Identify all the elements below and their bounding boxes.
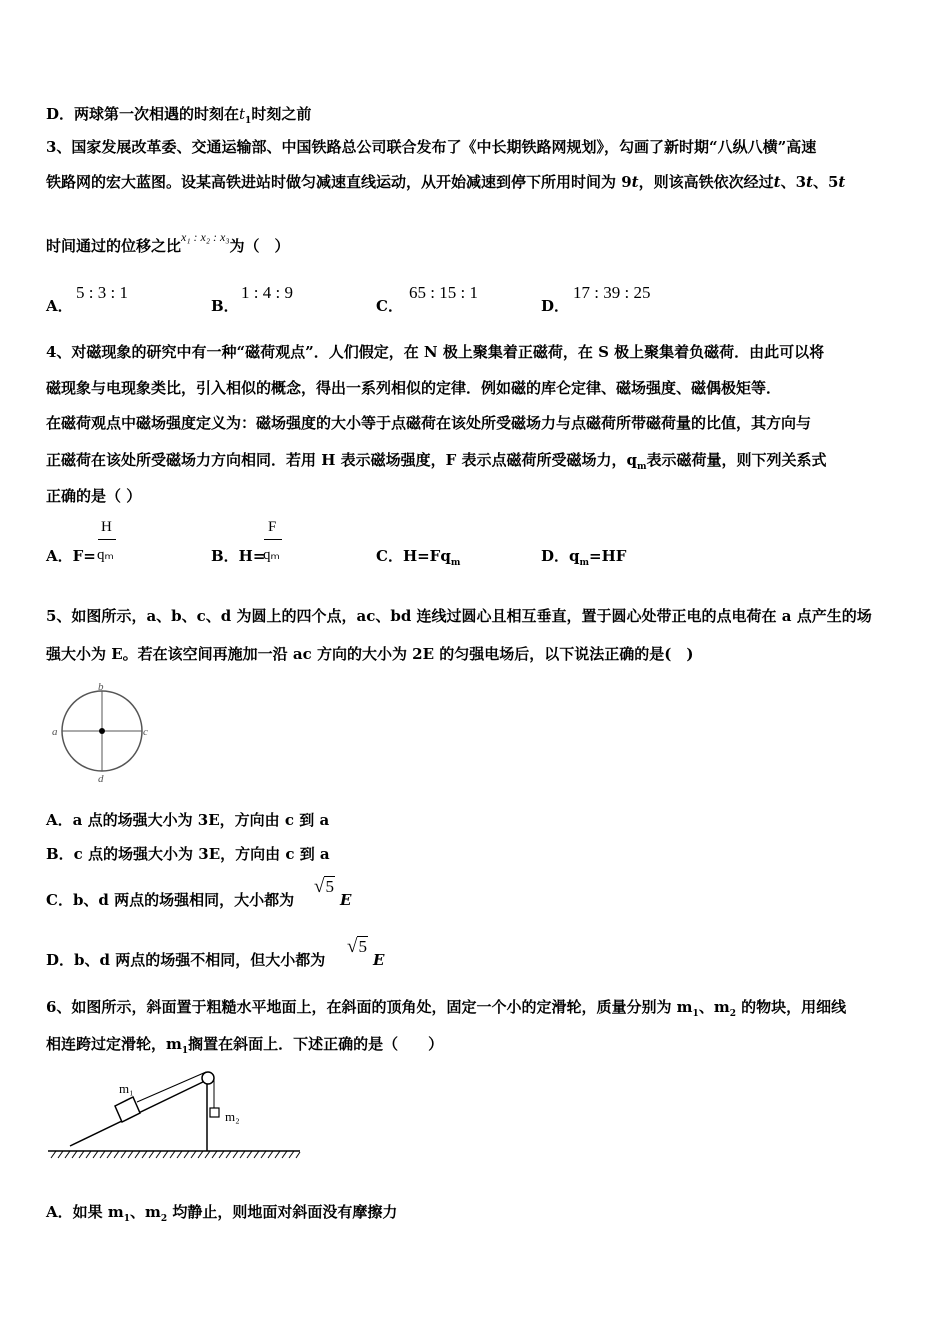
circle-figure xyxy=(48,680,168,785)
q4-line2: 磁现象与电现象类比，引入相似的概念，得出一系列相似的定律．例如磁的库仑定律、磁场强度、磁偶极矩等． xyxy=(46,379,782,397)
pulley xyxy=(202,1072,214,1084)
fraction-bar xyxy=(264,539,282,540)
center-charge xyxy=(99,728,105,734)
label-m1: m₁ xyxy=(119,1081,134,1096)
q4-line4: 正磁荷在该处所受磁场力方向相同．若用 H 表示磁场强度，F 表示点磁荷所受磁场力，$q_m$表示磁荷量，则下列关系式 xyxy=(46,451,827,472)
ground-hatching xyxy=(51,1151,300,1158)
q5-option-b: B．c 点的场强大小为 3E，方向由 c 到 a xyxy=(46,845,330,863)
q3-line3: 时间通过的位移之比$^{x_1 : x_2 : x_3}$为（ ） xyxy=(46,230,290,255)
ratio-expression: x₁ : x₂ : x₃ xyxy=(181,230,230,244)
sqrt-expression: √5 xyxy=(347,936,367,957)
q4-option-a-numerator: H xyxy=(101,519,112,535)
q3-option-b-label: B． xyxy=(211,297,239,315)
q4-option-b-numerator: F xyxy=(268,519,277,535)
label-b: b xyxy=(98,681,104,693)
q4-option-b-denominator: qₘ xyxy=(263,547,280,563)
q4-option-d: D．$q_m=HF$ xyxy=(541,547,627,568)
q5-option-d: D．b、d 两点的场强不相同，但大小都为 xyxy=(46,951,326,969)
q5-option-d-var: E xyxy=(373,951,385,969)
sqrt-expression: √5 xyxy=(314,876,334,897)
block-m1 xyxy=(115,1097,140,1122)
q3-line1: 3、国家发展改革委、交通运输部、中国铁路总公司联合发布了《中长期铁路网规划》，勾画了新时期“八纵八横”高速 xyxy=(46,138,817,156)
q5-line1: 5、如图所示，a、b、c、d 为圆上的四个点，ac、bd 连线过圆心且相互垂直，置于圆心处带正电的点电荷在 a 点产生的场 xyxy=(46,607,872,625)
label-c: c xyxy=(143,726,148,738)
q3-option-d-label: D． xyxy=(541,297,570,315)
q3-option-d-value: 17 : 39 : 25 xyxy=(573,283,651,302)
q5-option-c-var: E xyxy=(340,891,352,909)
incline-figure xyxy=(45,1066,305,1171)
q6-option-a: A．如果 $m_1$、$m_2$ 均静止，则地面对斜面没有摩擦力 xyxy=(46,1203,398,1224)
q3-option-c-value: 65 : 15 : 1 xyxy=(409,283,478,302)
q6-line1: 6、如图所示，斜面置于粗糙水平地面上，在斜面的顶角处，固定一个小的定滑轮，质量分别为 $m_1$、$m_2$ 的物块，用细线 xyxy=(46,998,847,1019)
label-m2: m₂ xyxy=(225,1109,240,1124)
q4-line5: 正确的是（ ） xyxy=(46,487,142,505)
q3-option-a-label: A． xyxy=(46,297,73,315)
label-a: a xyxy=(52,726,58,738)
q3-option-c-label: C． xyxy=(376,297,403,315)
q3-option-a-value: 5 : 3 : 1 xyxy=(76,283,128,302)
q5-option-c: C．b、d 两点的场强相同，大小都为 xyxy=(46,891,295,909)
label-d: d xyxy=(98,773,104,785)
q4-option-a: A．F= xyxy=(46,547,96,565)
q4-line3: 在磁荷观点中磁场强度定义为：磁场强度的大小等于点磁荷在该处所受磁场力与点磁荷所带磁荷量的比值，其方向与 xyxy=(46,414,812,432)
q3-option-b-value: 1 : 4 : 9 xyxy=(241,283,293,302)
q4-line1: 4、对磁现象的研究中有一种“磁荷观点”．人们假定，在 N 极上聚集着正磁荷，在 S 极上聚集着负磁荷．由此可以将 xyxy=(46,343,825,361)
q5-line2: 强大小为 E。若在该空间再施加一沿 ac 方向的大小为 2E 的匀强电场后，以下说法正确的是( ) xyxy=(46,645,694,663)
block-m2 xyxy=(210,1108,219,1117)
fraction-bar xyxy=(98,539,116,540)
q3-line2: 铁路网的宏大蓝图。设某高铁进站时做匀减速直线运动，从开始减速到停下所用时间为 9t，则该高铁依次经过t、3t、5t xyxy=(46,173,846,191)
q5-option-a: A．a 点的场强大小为 3E，方向由 c 到 a xyxy=(46,811,330,829)
q4-option-a-denominator: qₘ xyxy=(97,547,114,563)
q6-line2: 相连跨过定滑轮，$m_1$搁置在斜面上．下述正确的是（ ） xyxy=(46,1035,444,1056)
q4-option-c: C．$H=Fq_m$ xyxy=(376,547,461,568)
q4-option-b: B．H= xyxy=(211,547,266,565)
q2-option-d: D．两球第一次相遇的时刻在$t_1$时刻之前 xyxy=(46,105,312,126)
